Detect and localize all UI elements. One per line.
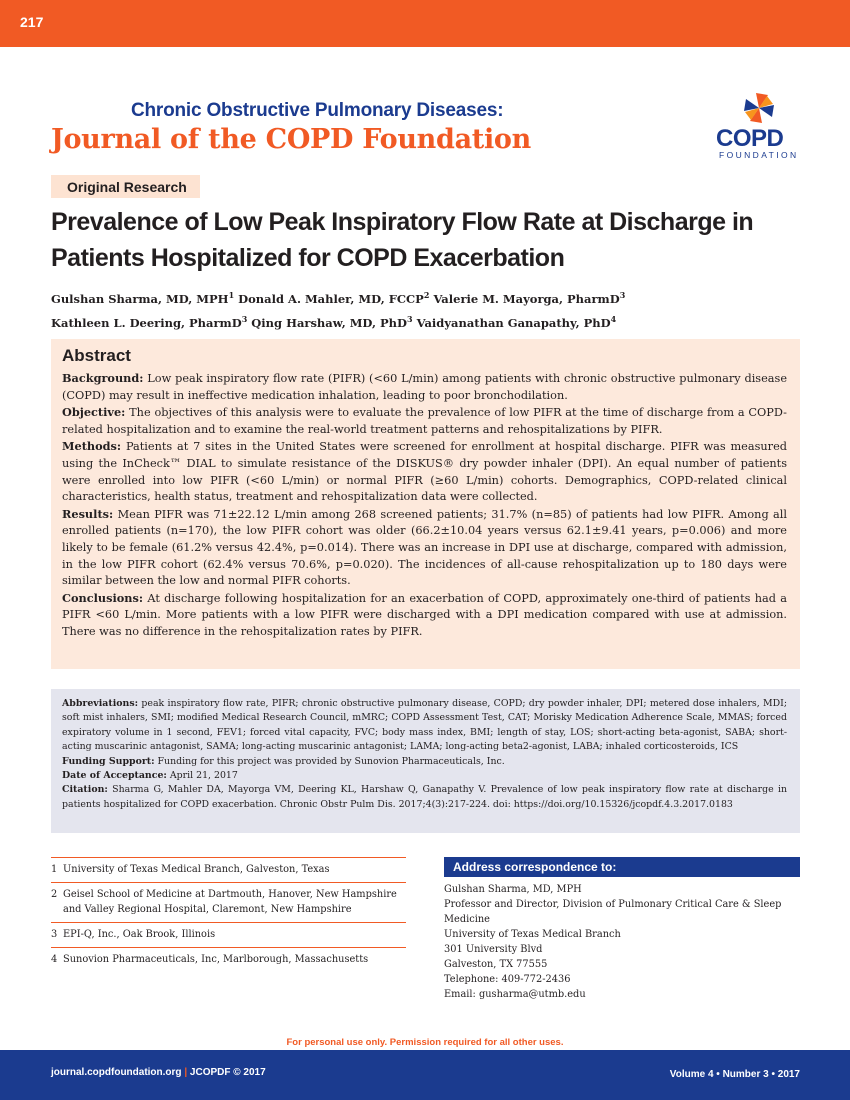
- author-name: Vaidyanathan Ganapathy, PhD: [416, 315, 611, 330]
- address-line: Professor and Director, Division of Pulmonary Critical Care & Sleep Medicine: [444, 899, 782, 925]
- journal-site-link[interactable]: journal.copdfoundation.org: [51, 1067, 182, 1078]
- journal-name: Journal of the COPD Foundation: [51, 124, 531, 155]
- abstract-heading: Abstract: [62, 346, 131, 365]
- author-name: Kathleen L. Deering, PharmD: [51, 315, 242, 330]
- author-affil: 3: [619, 290, 626, 300]
- info-text: Funding for this project was provided by Sunovion Pharmaceuticals, Inc.: [157, 755, 505, 767]
- abstract-label: Objective:: [62, 405, 126, 420]
- footer-separator: |: [184, 1067, 188, 1078]
- author-name: Donald A. Mahler, MD, FCCP: [238, 291, 424, 306]
- affiliation-item: [51, 857, 406, 882]
- article-title: Prevalence of Low Peak Inspiratory Flow Rate at Discharge in Patients Hospitalized for COPD Exacerbation: [51, 208, 754, 272]
- footer-left: [51, 1067, 266, 1078]
- article-info-body: [62, 697, 787, 812]
- abstract-background: [62, 370, 787, 404]
- date-of-acceptance: [62, 769, 787, 783]
- abstract-text: Patients at 7 sites in the United States were screened for enrollment at hospital discharge. PIFR was measured using the InCheck™ DIAL to simulate resistance of the DISKUS® dry powder inhaler (DPI). An equal number of patients were enrolled into low PIFR (<60 L/min) or normal PIFR (≥60 L/min) cohorts. Demographics, COPD-related clinical characteristics, health status, treatment and rehospitalization data were collected.: [62, 440, 787, 504]
- abstract-label: Background:: [62, 371, 144, 385]
- author-affil: 4: [610, 313, 617, 324]
- abstract-label: Conclusions:: [62, 590, 144, 605]
- info-text: Sharma G, Mahler DA, Mayorga VM, Deering KL, Harshaw Q, Ganapathy V. Prevalence of low peak inspiratory flow rate at discharge in patients hospitalized for COPD exacerbation. Chronic Obstr Pulm Dis. 2017;4(3):217-224. doi: https://doi.org/10.15326/jcopdf.4.3.2017.0183: [62, 784, 787, 810]
- abstract-label: Methods:: [62, 439, 122, 454]
- info-label: Citation:: [62, 784, 108, 796]
- info-text: peak inspiratory flow rate, PIFR; chronic obstructive pulmonary disease, COPD; dry powder inhaler, DPI; metered dose inhalers, MDI; soft mist inhalers, SMI; modified Medical Research Council, mMRC; COPD Assessment Test, CAT; Morisky Medication Adherence Scale, MMAS; forced expiratory volume in 1 second, FEV1; forced vital capacity, FVC; body mass index, BMI; length of stay, LOS; short-acting beta-agonist, SABA; short-acting muscarinic antagonist, SAMA; long-acting muscarinic antagonist; LAMA; long-acting beta2-agonist, LABA; inhaled corticosteroids, ICS: [62, 698, 788, 753]
- abstract-results: [62, 506, 787, 590]
- abbreviations: [62, 697, 787, 755]
- address-line: 301 University Blvd: [444, 944, 543, 955]
- affiliation-text: University of Texas Medical Branch, Galveston, Texas: [63, 864, 330, 875]
- info-label: Abbreviations:: [62, 698, 139, 709]
- author-name: Valerie M. Mayorga, PharmD: [433, 291, 620, 306]
- footer-copyright: JCOPDF © 2017: [189, 1067, 266, 1078]
- affiliation-number: 4: [51, 954, 58, 965]
- footer-bar: [0, 1050, 850, 1100]
- author-line-1: [51, 285, 831, 309]
- footer-volume: Volume 4 • Number 3 • 2017: [669, 1069, 800, 1080]
- abstract-text: The objectives of this analysis were to evaluate the prevalence of low PIFR at the time of discharge from a COPD-related hospitalization and to examine the real-world treatment patterns and rehospitalizations by PIFR.: [62, 406, 787, 436]
- address-heading-bar: [444, 857, 800, 877]
- affiliation-text: Sunovion Pharmaceuticals, Inc, Marlborough, Massachusetts: [63, 954, 369, 965]
- address-line: Gulshan Sharma, MD, MPH: [444, 884, 582, 895]
- article-info-box: [51, 689, 800, 833]
- affiliation-number: 1: [51, 864, 58, 875]
- abstract-methods: [62, 438, 787, 505]
- author-affil: 3: [407, 313, 413, 324]
- abstract-conclusions: [62, 590, 787, 641]
- author-name: Qing Harshaw, MD, PhD: [251, 315, 407, 330]
- address-line: Telephone: 409-772-2436: [444, 974, 571, 985]
- page-number: 217: [20, 14, 44, 30]
- affiliation-text: EPI-Q, Inc., Oak Brook, Illinois: [63, 929, 216, 940]
- abstract-objective: [62, 404, 787, 438]
- address-line: Email: gusharma@utmb.edu: [444, 989, 586, 1000]
- author-affil: 1: [228, 290, 235, 300]
- address-line: University of Texas Medical Branch: [444, 929, 621, 940]
- top-bar: [0, 0, 850, 47]
- info-text: April 21, 2017: [169, 770, 238, 782]
- abstract-body: [62, 370, 787, 641]
- address-line: Galveston, TX 77555: [444, 959, 548, 970]
- affiliation-number: 2: [51, 889, 58, 900]
- author-affil: 3: [241, 313, 248, 324]
- affiliation-number: 3: [51, 929, 58, 940]
- abstract-text: Mean PIFR was 71±22.12 L/min among 268 screened patients; 31.7% (n=85) of patients had low PIFR. Among all enrolled patients (n=170), the low PIFR cohort was older (66.2±10.04 years versus 62.1±9.41 years, p=0.006) and more likely to be female (61.2% versus 42.4%, p=0.014). There was an increase in DPI use at discharge, compared with admission, in the low PIFR cohort (62.4% versus 70.6%, p=0.020). The incidences of all-cause rehospitalization up to 180 days were similar between the low and normal PIFR cohorts.: [62, 507, 788, 588]
- citation: [62, 783, 787, 812]
- address-heading: Address correspondence to:: [453, 860, 617, 874]
- journal-subtitle: Chronic Obstructive Pulmonary Diseases:: [131, 100, 504, 121]
- section-tag: [51, 175, 200, 198]
- abstract-text: At discharge following hospitalization for an exacerbation of COPD, approximately one-third of patients had a PIFR <60 L/min. More patients with a low PIFR were discharged with a DPI medication compared with use at admission. There was no difference in the rehospitalization rates by PIFR.: [62, 591, 787, 638]
- affiliation-list: [51, 857, 406, 972]
- address-block: [444, 882, 804, 1002]
- logo-wordmark: COPD: [716, 125, 784, 152]
- abstract-label: Results:: [62, 506, 114, 521]
- funding-support: [62, 755, 787, 769]
- affiliation-item: [51, 922, 406, 947]
- info-label: Funding Support:: [62, 755, 155, 767]
- author-line-2: [51, 309, 831, 333]
- affiliation-item: [51, 947, 406, 972]
- affiliation-text: Geisel School of Medicine at Dartmouth, Hanover, New Hampshire and Valley Regional Hospital, Claremont, New Hampshire: [63, 889, 397, 915]
- abstract-text: Low peak inspiratory flow rate (PIFR) (<60 L/min) among patients with chronic obstructive pulmonary disease (COPD) may result in ineffective medication inhalation, leading to poor bronchodilation.: [62, 372, 788, 402]
- author-name: Gulshan Sharma, MD, MPH: [51, 291, 229, 306]
- section-label: Original Research: [67, 179, 187, 195]
- abstract-box: [51, 339, 800, 669]
- info-label: Date of Acceptance:: [62, 770, 167, 782]
- affiliation-item: [51, 882, 406, 922]
- logo-subtext: FOUNDATION: [719, 150, 799, 160]
- author-list: [51, 285, 831, 333]
- permission-notice: For personal use only. Permission required for all other uses.: [286, 1037, 564, 1048]
- author-affil: 2: [423, 290, 430, 300]
